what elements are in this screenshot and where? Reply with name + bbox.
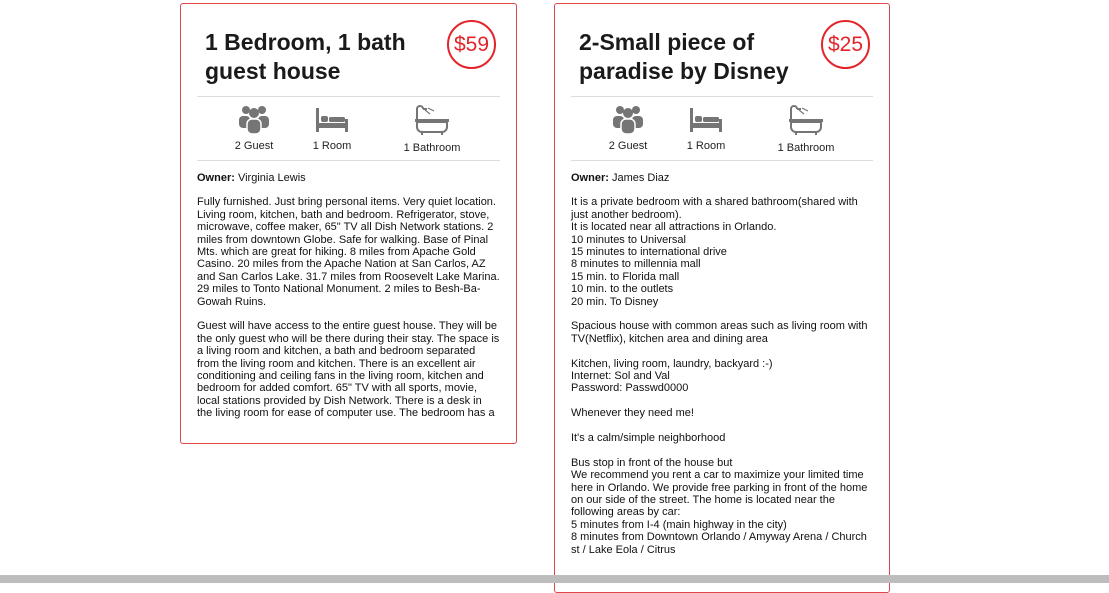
description-paragraph: Kitchen, living room, laundry, backyard :-) Internet: Sol and Val Password: Passwd0000 xyxy=(571,357,773,395)
listing-header xyxy=(181,4,516,96)
listing-body xyxy=(197,172,500,432)
price-badge: $59 xyxy=(447,20,496,69)
owner-name: James Diaz xyxy=(611,172,670,184)
description-paragraph: Fully furnished. Just bring personal items. Very quiet location. Living room, kitchen, bath and bedroom. Refrigerator, stove, microwave, coffee maker, 65" TV all Dish Network stations. 2 miles from downtown Globe. Safe for walking. Base of Pinal Mts. which are great for hiking. 8 miles from Apache Gold Casino. 20 miles from the Apache Nation at San Carlos, AZ and San Carlos Lake. 31.7 miles from Roosevelt Lake Marina. 29 miles to Tonto National Monument. 2 miles to Besh-Ba-Gowah Ruins. xyxy=(197,196,500,308)
owner-line xyxy=(571,172,873,184)
amenities-row xyxy=(197,104,501,158)
guests-icon xyxy=(238,104,270,134)
listing-header xyxy=(555,4,889,96)
description-paragraph: Guest will have access to the entire guest house. They will be the only guest who will be there during their stay. The space is a living room and kitchen, a bath and bedroom separated from the living room and kitchen. There is an excellent air conditioning and ceiling fans in the living room, kitchen and bedroom for added comfort. 65" TV with all sports, movie, local stations provided by Dish Network. There is a desk in the living room for ease of computer use. The bedroom has a xyxy=(197,320,500,420)
amenity-baths-label: 1 Bathroom xyxy=(777,142,835,154)
amenity-baths xyxy=(393,104,471,154)
bed-icon xyxy=(689,104,723,134)
description-paragraph: It is a private bedroom with a shared bathroom(shared with just another bedroom). It is located near all attractions in Orlando. 10 minutes to Universal 15 minutes to international drive 8 minutes to millennia mall 15 min. to Florida mall 10 min. to the outlets 20 min. To Disney xyxy=(571,196,858,308)
amenity-baths xyxy=(767,104,845,154)
description-paragraph: It's a calm/simple neighborhood xyxy=(571,432,726,445)
divider xyxy=(197,160,500,161)
amenity-rooms xyxy=(307,104,357,152)
description-paragraph: Bus stop in front of the house but We recommend you rent a car to maximize your limited time here in Orlando. We provide free parking in front of the home on our side of the street. The home is located near the following areas by car: 5 minutes from I-4 (main highway in the city) 8 minutes from Downtown Orlando / Amyway Arena / Church st / Lake Eola / Citrus xyxy=(571,456,868,556)
amenity-guests xyxy=(229,104,279,152)
description-paragraph: Whenever they need me! xyxy=(571,407,694,420)
amenity-rooms xyxy=(681,104,731,152)
amenities-row xyxy=(571,104,875,158)
guests-icon xyxy=(612,104,644,134)
amenity-guests-label: 2 Guest xyxy=(608,140,648,152)
amenity-guests-label: 2 Guest xyxy=(234,140,274,152)
listing-title: 2-Small piece of paradise by Disney xyxy=(579,29,789,84)
divider xyxy=(571,160,873,161)
listing-body xyxy=(571,172,873,569)
description-paragraph: Spacious house with common areas such as living room with TV(Netflix), kitchen area and dining area xyxy=(571,320,868,345)
owner-label: Owner: xyxy=(197,172,235,184)
owner-line xyxy=(197,172,500,184)
owner-label: Owner: xyxy=(571,172,609,184)
listing-card[interactable] xyxy=(554,3,890,593)
listing-card[interactable] xyxy=(180,3,517,444)
bathtub-icon xyxy=(414,104,450,136)
bed-icon xyxy=(315,104,349,134)
horizontal-scrollbar[interactable] xyxy=(0,575,1109,583)
listing-title: 1 Bedroom, 1 bath guest house xyxy=(205,29,406,84)
amenity-rooms-label: 1 Room xyxy=(312,140,352,152)
divider xyxy=(571,96,873,97)
bathtub-icon xyxy=(788,104,824,136)
listing-description xyxy=(197,196,500,419)
divider xyxy=(197,96,500,97)
amenity-guests xyxy=(603,104,653,152)
listing-description xyxy=(571,196,873,556)
amenity-rooms-label: 1 Room xyxy=(686,140,726,152)
amenity-baths-label: 1 Bathroom xyxy=(403,142,461,154)
owner-name: Virginia Lewis xyxy=(237,172,306,184)
price-badge: $25 xyxy=(821,20,870,69)
